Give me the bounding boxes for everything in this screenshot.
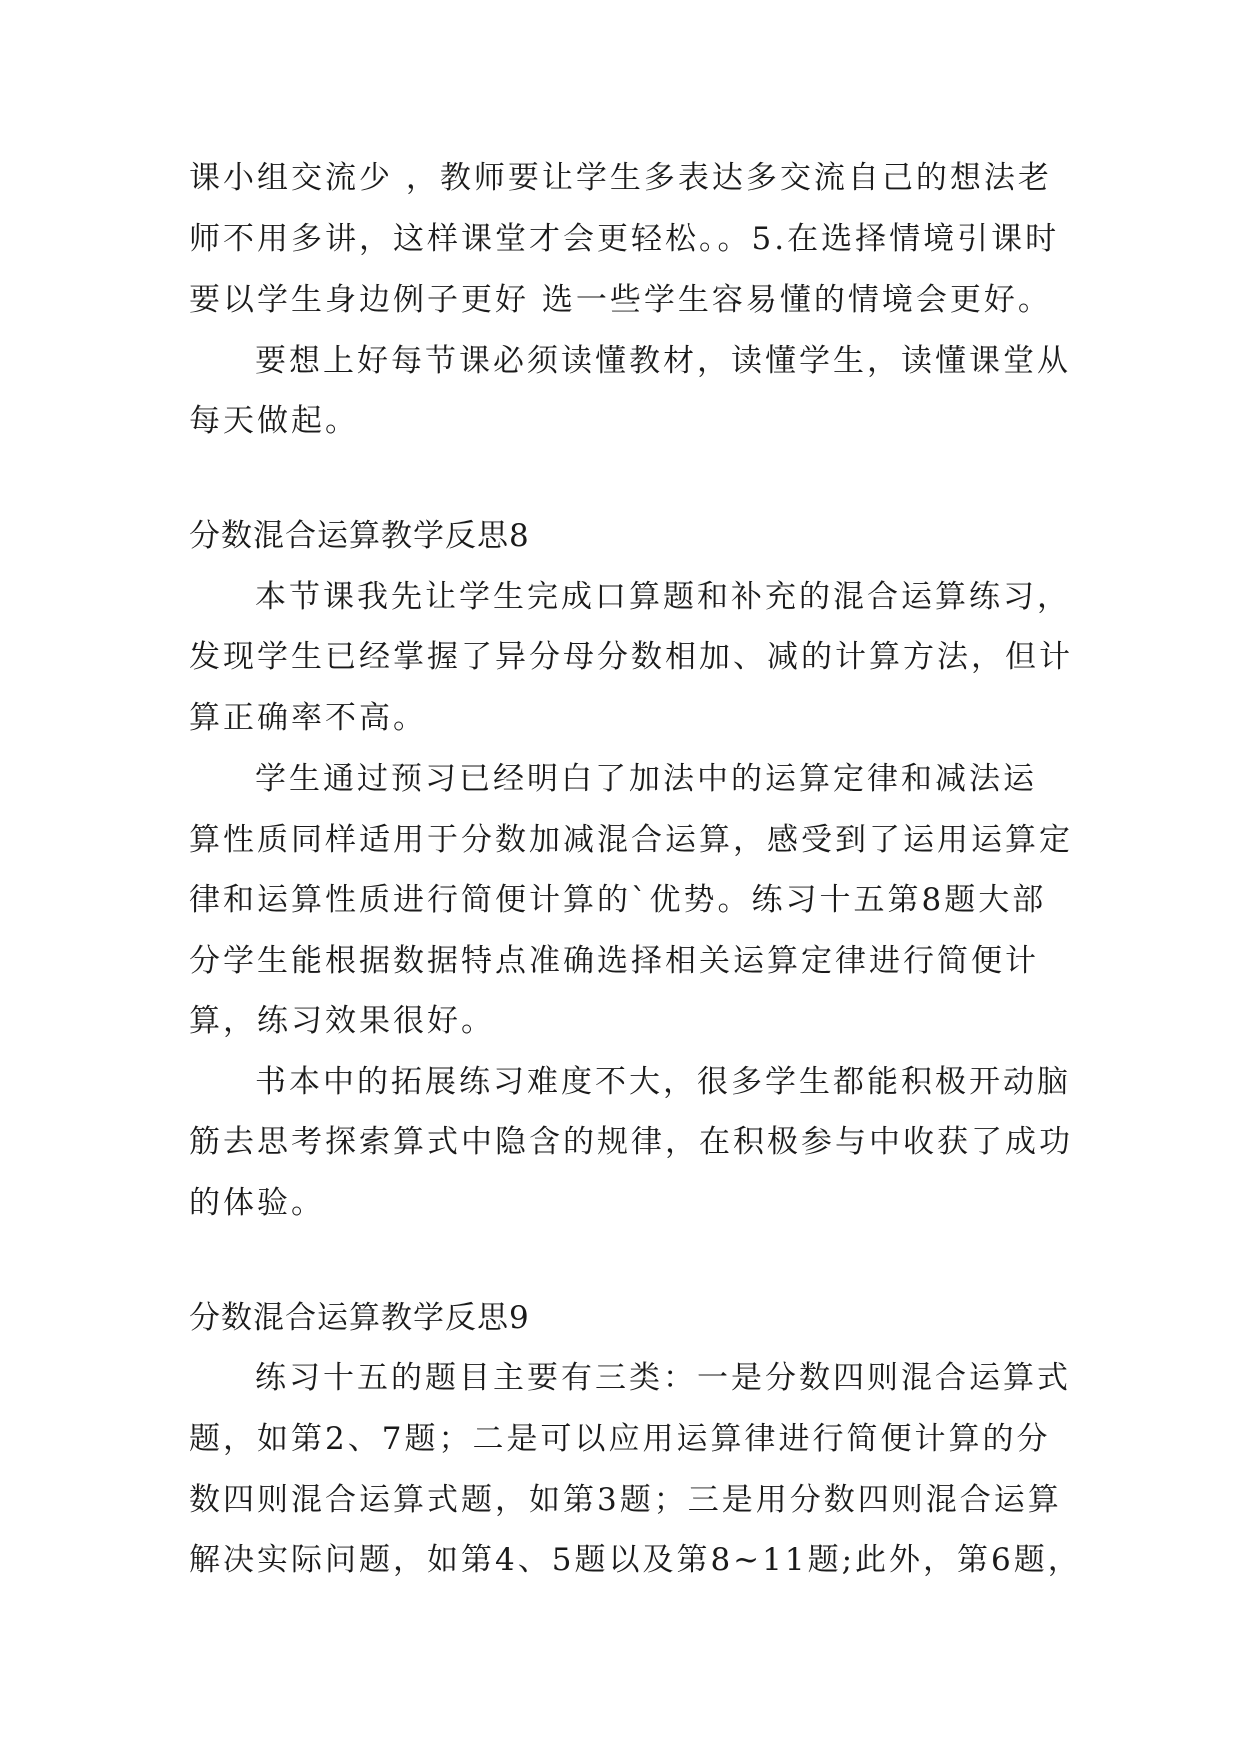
paragraph-first-line: 要想上好每节课必须读懂教材，读懂学生，读懂课堂从: [255, 343, 1071, 379]
section-heading: 分数混合运算教学反思9: [189, 1300, 530, 1336]
text-line: 解决实际问题，如第4、5题以及第8~11题;此外，第6题，: [189, 1542, 1082, 1578]
paragraph-first-line: 书本中的拓展练习难度不大，很多学生都能积极开动脑: [255, 1064, 1071, 1100]
text-line: 数四则混合运算式题，如第3题；三是用分数四则混合运算: [189, 1482, 1062, 1518]
text-line: 师不用多讲，这样课堂才会更轻松。。5.在选择情境引课时: [189, 221, 1060, 257]
text-line: 算，练习效果很好。: [189, 1003, 495, 1039]
text-line: 每天做起。: [189, 403, 359, 439]
text-line: 发现学生已经掌握了异分母分数相加、减的计算方法，但计: [189, 639, 1073, 675]
text-line: 课小组交流少 ，教师要让学生多表达多交流自己的想法老: [189, 160, 1052, 196]
text-line: 律和运算性质进行简便计算的`优势。练习十五第8题大部: [189, 882, 1047, 918]
text-line: 算正确率不高。: [189, 700, 427, 736]
paragraph-first-line: 学生通过预习已经明白了加法中的运算定律和减法运: [255, 761, 1037, 797]
text-line: 要以学生身边例子更好 选一些学生容易懂的情境会更好。: [189, 282, 1052, 318]
text-line: 题，如第2、7题；二是可以应用运算律进行简便计算的分: [189, 1421, 1051, 1457]
text-line: 分学生能根据数据特点准确选择相关运算定律进行简便计: [189, 943, 1039, 979]
text-line: 算性质同样适用于分数加减混合运算，感受到了运用运算定: [189, 822, 1073, 858]
paragraph-first-line: 本节课我先让学生完成口算题和补充的混合运算练习，: [255, 579, 1071, 615]
text-line: 的体验。: [189, 1185, 325, 1221]
text-line: 筋去思考探索算式中隐含的规律，在积极参与中收获了成功: [189, 1124, 1073, 1160]
paragraph-first-line: 练习十五的题目主要有三类：一是分数四则混合运算式: [255, 1360, 1071, 1396]
section-heading: 分数混合运算教学反思8: [189, 518, 530, 554]
